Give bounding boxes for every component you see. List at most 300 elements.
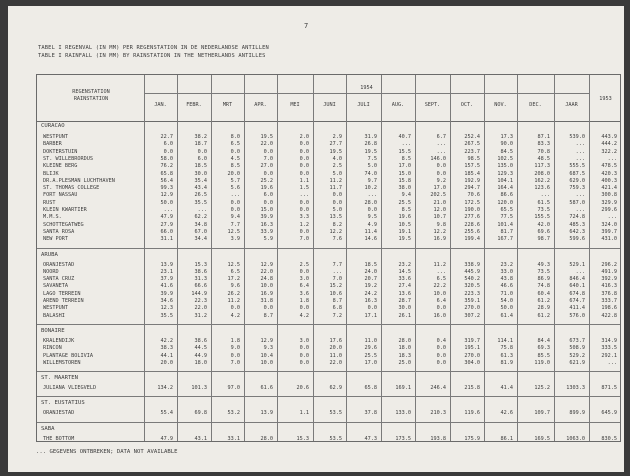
station-name: FORT NASSAU	[43, 192, 78, 199]
table-cell: 25.2	[260, 177, 273, 184]
table-cell: 26.8	[364, 141, 377, 148]
table-cell: 15.2	[329, 283, 342, 290]
table-cell: 117.3	[534, 163, 550, 170]
table-cell: 31.3	[194, 276, 207, 283]
table-cell: ...	[332, 268, 342, 275]
table-cell: 85.5	[537, 352, 550, 359]
table-cell: 46.6	[500, 283, 513, 290]
footnote: ... GEGEVENS ONTBREKEN; DATA NOT AVAILABLE	[36, 449, 178, 455]
group-heading: ST. MAARTEN	[41, 375, 79, 382]
table-cell: 35.5	[194, 199, 207, 206]
table-cell: 28.0	[398, 337, 411, 344]
table-cell: 724.8	[569, 214, 585, 221]
table-cell: 120.0	[497, 199, 513, 206]
table-cell: 65.5	[500, 207, 513, 213]
table-cell: 185.4	[464, 170, 480, 177]
table-cell: 392.9	[601, 276, 617, 283]
table-cell: 40.7	[398, 134, 411, 140]
table-cell: 134.2	[157, 385, 173, 392]
table-cell: 223.3	[464, 290, 480, 297]
table-cell: 0.0	[230, 352, 240, 359]
table-cell: 431.0	[601, 236, 617, 243]
table-cell: 645.9	[601, 410, 617, 417]
table-cell: 10.0	[433, 290, 446, 297]
table-cell: 69.3	[537, 345, 550, 352]
table-cell: 6.4	[436, 298, 446, 304]
table-cell: 478.5	[601, 163, 617, 170]
table-cell: 529.1	[569, 261, 585, 268]
table-cell: 0.0	[436, 359, 446, 366]
table-cell: ...	[607, 359, 617, 366]
table-cell: 10.0	[260, 359, 273, 366]
table-cell: 11.2	[227, 298, 240, 304]
table-cell: 422.8	[601, 312, 617, 319]
table-cell: 26.5	[194, 192, 207, 199]
year-total-header: JAAR	[565, 102, 578, 108]
table-cell: 1.5	[299, 185, 309, 192]
table-cell: 22.0	[260, 141, 273, 148]
table-cell: 13.9	[260, 410, 273, 417]
table-cell: 30.0	[398, 305, 411, 312]
table-cell: 17.0	[398, 163, 411, 170]
table-cell: 0.0	[263, 170, 273, 177]
group-heading: ST. EUSTATIUS	[41, 400, 85, 407]
station-name: M.M.S.	[43, 214, 62, 221]
table-cell: ...	[197, 207, 207, 213]
table-cell: 42.6	[500, 410, 513, 417]
table-cell: 144.9	[191, 290, 207, 297]
caption-dutch: TABEL I REGENVAL (IN MM) PER REGENSTATION IN DE NEDERLANDSE ANTILLEN	[38, 45, 269, 51]
station-name: ST. WILLEBRORDUS	[43, 155, 93, 162]
station-name: WILLEMSTOREN	[43, 359, 81, 366]
table-cell: 70.6	[467, 192, 480, 199]
table-cell: 11.0	[329, 352, 342, 359]
station-name: AREND TERREIN	[43, 298, 84, 304]
table-cell: 14.5	[398, 268, 411, 275]
table-cell: 10.4	[260, 352, 273, 359]
table-cell: 50.0	[500, 305, 513, 312]
table-cell: 58.0	[160, 155, 173, 162]
table-cell: 8.5	[230, 163, 240, 170]
table-cell: 2.5	[332, 163, 342, 170]
table-cell: 101.4	[497, 221, 513, 228]
table-cell: 508.9	[569, 345, 585, 352]
table-cell: 621.9	[569, 359, 585, 366]
table-cell: 539.0	[569, 134, 585, 140]
month-header: MEI	[290, 102, 300, 108]
table-cell: 155.5	[534, 214, 550, 221]
table-cell: 267.5	[464, 141, 480, 148]
table-cell: 0.0	[299, 141, 309, 148]
table-cell: 420.3	[601, 170, 617, 177]
table-cell: 7.0	[299, 236, 309, 243]
table-cell: 299.6	[601, 207, 617, 213]
table-cell: 208.0	[534, 170, 550, 177]
station-name: SCHOTTEGATWEG	[43, 221, 84, 228]
table-cell: 830.5	[601, 435, 617, 442]
table-cell: 84.4	[537, 337, 550, 344]
table-cell: 22.3	[194, 298, 207, 304]
table-cell: 642.3	[569, 228, 585, 235]
table-cell: 28.0	[260, 435, 273, 442]
table-cell: 9.5	[367, 214, 377, 221]
table-cell: 87.1	[537, 134, 550, 140]
table-cell: 587.0	[569, 199, 585, 206]
group-divider	[37, 371, 620, 372]
table-cell: 81.9	[500, 359, 513, 366]
table-cell: 18.0	[398, 345, 411, 352]
station-header-nl: REGENSTATION	[72, 89, 110, 95]
table-cell: 28.7	[398, 298, 411, 304]
table-cell: 74.8	[537, 283, 550, 290]
table-cell: 38.6	[194, 337, 207, 344]
table-cell: 98.7	[537, 236, 550, 243]
table-cell: 65.8	[364, 385, 377, 392]
table-cell: 3.6	[299, 290, 309, 297]
table-cell: 27.9	[160, 221, 173, 228]
table-cell: 9.8	[436, 221, 446, 228]
table-cell: ...	[230, 192, 240, 199]
station-name: PLANTAGE BOLIVIA	[43, 352, 93, 359]
table-cell: 12.5	[227, 261, 240, 268]
table-cell: 491.9	[601, 268, 617, 275]
table-cell: 9.4	[401, 192, 411, 199]
table-cell: 16.9	[433, 236, 446, 243]
table-cell: 26.2	[227, 290, 240, 297]
table-cell: 0.0	[230, 207, 240, 213]
table-cell: 13.5	[329, 214, 342, 221]
table-cell: 195.1	[464, 345, 480, 352]
table-cell: 1.8	[230, 337, 240, 344]
station-name: THE BOTTOM	[43, 435, 75, 442]
table-cell: 10.7	[433, 214, 446, 221]
table-cell: 102.5	[497, 155, 513, 162]
table-cell: 25.5	[364, 352, 377, 359]
table-cell: 101.3	[191, 385, 207, 392]
table-cell: 871.5	[601, 385, 617, 392]
table-cell: ...	[367, 192, 377, 199]
table-cell: 846.4	[569, 276, 585, 283]
table-cell: 6.4	[299, 283, 309, 290]
table-cell: 899.9	[569, 410, 585, 417]
table-cell: 23.2	[398, 261, 411, 268]
table-cell: 169.5	[534, 435, 550, 442]
table-cell: 41.4	[500, 385, 513, 392]
table-cell: 252.4	[464, 134, 480, 140]
table-cell: 376.8	[601, 290, 617, 297]
table-cell: 18.7	[194, 141, 207, 148]
table-cell: 34.4	[194, 236, 207, 243]
table-cell: 65.8	[160, 170, 173, 177]
table-cell: ...	[299, 192, 309, 199]
table-cell: 62.9	[329, 385, 342, 392]
table-cell: 99.3	[160, 185, 173, 192]
table-cell: 53.5	[329, 410, 342, 417]
table-cell: 84.5	[500, 148, 513, 155]
table-cell: ...	[607, 155, 617, 162]
station-name: SANTA ROSA	[43, 228, 75, 235]
table-cell: 47.3	[364, 435, 377, 442]
table-cell: 22.0	[194, 305, 207, 312]
table-cell: ...	[436, 141, 446, 148]
table-cell: 10.0	[260, 283, 273, 290]
table-cell: 38.0	[398, 185, 411, 192]
table-cell: 322.2	[601, 148, 617, 155]
table-cell: 38.6	[194, 268, 207, 275]
table-cell: 19.5	[329, 148, 342, 155]
table-cell: 6.7	[436, 134, 446, 140]
table-cell: 28.9	[537, 305, 550, 312]
table-cell: 104.1	[497, 177, 513, 184]
table-cell: 17.0	[433, 185, 446, 192]
table-cell: 314.9	[601, 337, 617, 344]
table-cell: 320.5	[464, 283, 480, 290]
table-cell: 50.0	[160, 199, 173, 206]
table-cell: 0.4	[436, 337, 446, 344]
table-cell: 11.0	[364, 337, 377, 344]
table-cell: 37.9	[160, 276, 173, 283]
table-cell: 61.6	[260, 385, 273, 392]
table-cell: 53.5	[329, 435, 342, 442]
table-cell: 35.5	[160, 312, 173, 319]
table-cell: 56.4	[160, 177, 173, 184]
station-name: SAVANETA	[43, 283, 68, 290]
year-rule	[144, 93, 589, 94]
table-cell: 190.0	[464, 207, 480, 213]
station-name: JULIANA VLIEGVELD	[43, 385, 97, 392]
table-cell: 0.0	[263, 305, 273, 312]
table-cell: 129.3	[497, 170, 513, 177]
table-cell: 329.9	[601, 199, 617, 206]
table-cell: 5.0	[332, 170, 342, 177]
prev-year-header: 1953	[599, 96, 612, 102]
group-divider	[37, 248, 620, 249]
table-cell: 246.4	[430, 385, 446, 392]
table-cell: 19.6	[398, 214, 411, 221]
table-cell: 0.0	[299, 305, 309, 312]
table-cell: 9.6	[230, 283, 240, 290]
table-cell: 53.2	[227, 410, 240, 417]
table-cell: 399.7	[601, 228, 617, 235]
station-name: ORANJESTAD	[43, 261, 75, 268]
table-cell: 25.5	[398, 199, 411, 206]
table-cell: 0.0	[230, 148, 240, 155]
table-cell: 20.0	[227, 170, 240, 177]
table-cell: ...	[540, 192, 550, 199]
table-cell: 54.0	[500, 298, 513, 304]
station-name: DOKTERSTUIN	[43, 148, 78, 155]
table-cell: 0.0	[299, 163, 309, 170]
table-cell: 15.8	[398, 177, 411, 184]
table-cell: 215.8	[464, 385, 480, 392]
table-cell: 30.0	[194, 170, 207, 177]
table-cell: 44.5	[194, 345, 207, 352]
table-cell: 81.7	[500, 228, 513, 235]
table-cell: 11.4	[364, 228, 377, 235]
table-cell: 114.1	[497, 337, 513, 344]
station-name: DR.A.PLESMAN LUCHTHAVEN	[43, 177, 115, 184]
table-cell: 1.8	[299, 298, 309, 304]
table-cell: 0.0	[299, 155, 309, 162]
table-cell: 175.9	[464, 435, 480, 442]
table-cell: 167.7	[497, 236, 513, 243]
table-cell: 338.9	[464, 261, 480, 268]
table-cell: 38.3	[160, 345, 173, 352]
table-cell: 119.0	[534, 359, 550, 366]
table-cell: 294.7	[464, 185, 480, 192]
table-cell: 164.4	[497, 185, 513, 192]
table-cell: 15.3	[296, 435, 309, 442]
table-cell: 0.0	[436, 163, 446, 170]
table-cell: 28.0	[364, 199, 377, 206]
month-header: SEPT.	[424, 102, 441, 108]
table-cell: 2.5	[299, 261, 309, 268]
table-cell: 9.7	[367, 177, 377, 184]
table-cell: 10.5	[398, 221, 411, 228]
table-cell: 133.0	[395, 410, 411, 417]
table-cell: 296.2	[601, 261, 617, 268]
table-cell: 8.0	[230, 134, 240, 140]
document-page	[8, 6, 624, 472]
table-cell: 0.0	[299, 199, 309, 206]
month-header: NOV.	[494, 102, 507, 108]
table-cell: 61.2	[537, 298, 550, 304]
table-cell: 43.8	[500, 276, 513, 283]
table-cell: 23.2	[500, 261, 513, 268]
table-cell: 21.0	[433, 199, 446, 206]
table-cell: 9.3	[263, 345, 273, 352]
table-cell: 70.8	[537, 148, 550, 155]
table-cell: 146.0	[430, 155, 446, 162]
table-cell: 8.7	[263, 312, 273, 319]
table-cell: 673.7	[569, 337, 585, 344]
table-cell: 75.8	[500, 345, 513, 352]
table-cell: 324.0	[601, 221, 617, 228]
table-cell: 599.6	[569, 236, 585, 243]
table-cell: 3.9	[230, 236, 240, 243]
table-cell: 19.2	[364, 283, 377, 290]
table-cell: 0.0	[367, 305, 377, 312]
table-cell: 8.7	[332, 298, 342, 304]
table-cell: 66.0	[160, 228, 173, 235]
table-cell: 31.9	[364, 134, 377, 140]
table-cell: 7.7	[332, 261, 342, 268]
table-cell: 109.7	[534, 410, 550, 417]
table-cell: 20.6	[296, 385, 309, 392]
table-cell: 31.2	[194, 312, 207, 319]
table-cell: 0.0	[197, 148, 207, 155]
table-cell: 33.0	[500, 268, 513, 275]
month-header: AUG.	[391, 102, 405, 108]
table-cell: 41.6	[160, 283, 173, 290]
table-cell: 15.3	[194, 261, 207, 268]
table-cell: 6.0	[197, 155, 207, 162]
table-cell: 5.0	[332, 207, 342, 213]
station-name: KLEIN KWARTIER	[43, 207, 87, 213]
table-cell: 86.6	[500, 192, 513, 199]
table-cell: 0.0	[367, 207, 377, 213]
table-cell: 19.5	[398, 236, 411, 243]
table-cell: 7.2	[332, 312, 342, 319]
table-cell: 48.5	[537, 155, 550, 162]
table-cell: 22.2	[433, 283, 446, 290]
month-header: JUNI	[323, 102, 336, 108]
table-cell: 277.6	[464, 214, 480, 221]
table-cell: 485.3	[569, 221, 585, 228]
table-cell: 529.2	[569, 352, 585, 359]
table-cell: 43.4	[194, 185, 207, 192]
table-cell: 66.6	[194, 283, 207, 290]
month-header: OCT.	[460, 102, 474, 108]
table-cell: 411.4	[569, 305, 585, 312]
table-cell: 759.3	[569, 185, 585, 192]
table-cell: 1.1	[299, 177, 309, 184]
table-cell: 198.6	[601, 305, 617, 312]
table-cell: 7.0	[263, 155, 273, 162]
table-cell: 199.4	[464, 236, 480, 243]
table-cell: 61.3	[500, 352, 513, 359]
group-heading: BONAIRE	[41, 327, 65, 334]
table-cell: 16.3	[260, 221, 273, 228]
table-cell: 18.3	[398, 352, 411, 359]
year-header: 1954	[360, 85, 373, 91]
table-cell: 0.0	[299, 170, 309, 177]
table-cell: 1.2	[299, 221, 309, 228]
table-cell: 29.6	[364, 345, 377, 352]
table-cell: 60.4	[537, 290, 550, 297]
table-cell: 7.0	[332, 276, 342, 283]
table-cell: 6.0	[163, 141, 173, 148]
table-cell: 24.8	[260, 276, 273, 283]
table-cell: 270.0	[464, 352, 480, 359]
table-cell: 26.1	[398, 312, 411, 319]
table-cell: 5.6	[230, 185, 240, 192]
table-cell: 33.6	[398, 276, 411, 283]
table-cell: 6.0	[263, 192, 273, 199]
table-cell: ...	[575, 141, 585, 148]
table-cell: 444.2	[601, 141, 617, 148]
table-cell: 5.0	[367, 163, 377, 170]
table-cell: 13.9	[160, 261, 173, 268]
table-cell: 13.6	[398, 290, 411, 297]
table-cell: 7.5	[367, 155, 377, 162]
table-cell: 17.1	[364, 312, 377, 319]
table-cell: 55.4	[160, 410, 173, 417]
table-cell: 12.2	[329, 228, 342, 235]
table-cell: 71.0	[500, 290, 513, 297]
table-cell: 49.3	[537, 261, 550, 268]
page-number: 7	[304, 22, 309, 30]
table-cell: 11.2	[329, 177, 342, 184]
table-cell: 73.5	[537, 268, 550, 275]
table-cell: 39.9	[260, 214, 273, 221]
table-cell: ...	[575, 268, 585, 275]
table-cell: 73.5	[537, 207, 550, 213]
table-cell: 319.7	[464, 337, 480, 344]
table-cell: 223.7	[464, 148, 480, 155]
table-cell: 6.8	[332, 305, 342, 312]
table-cell: ...	[607, 214, 617, 221]
table-cell: 7.0	[230, 359, 240, 366]
table-cell: 555.5	[569, 163, 585, 170]
table-cell: 47.9	[160, 214, 173, 221]
group-heading: SABA	[41, 425, 55, 432]
table-cell: ...	[401, 141, 411, 148]
table-cell: 119.6	[464, 410, 480, 417]
table-cell: 0.0	[163, 148, 173, 155]
station-name: LAGO TERREIN	[43, 290, 81, 297]
table-cell: 33.1	[227, 435, 240, 442]
